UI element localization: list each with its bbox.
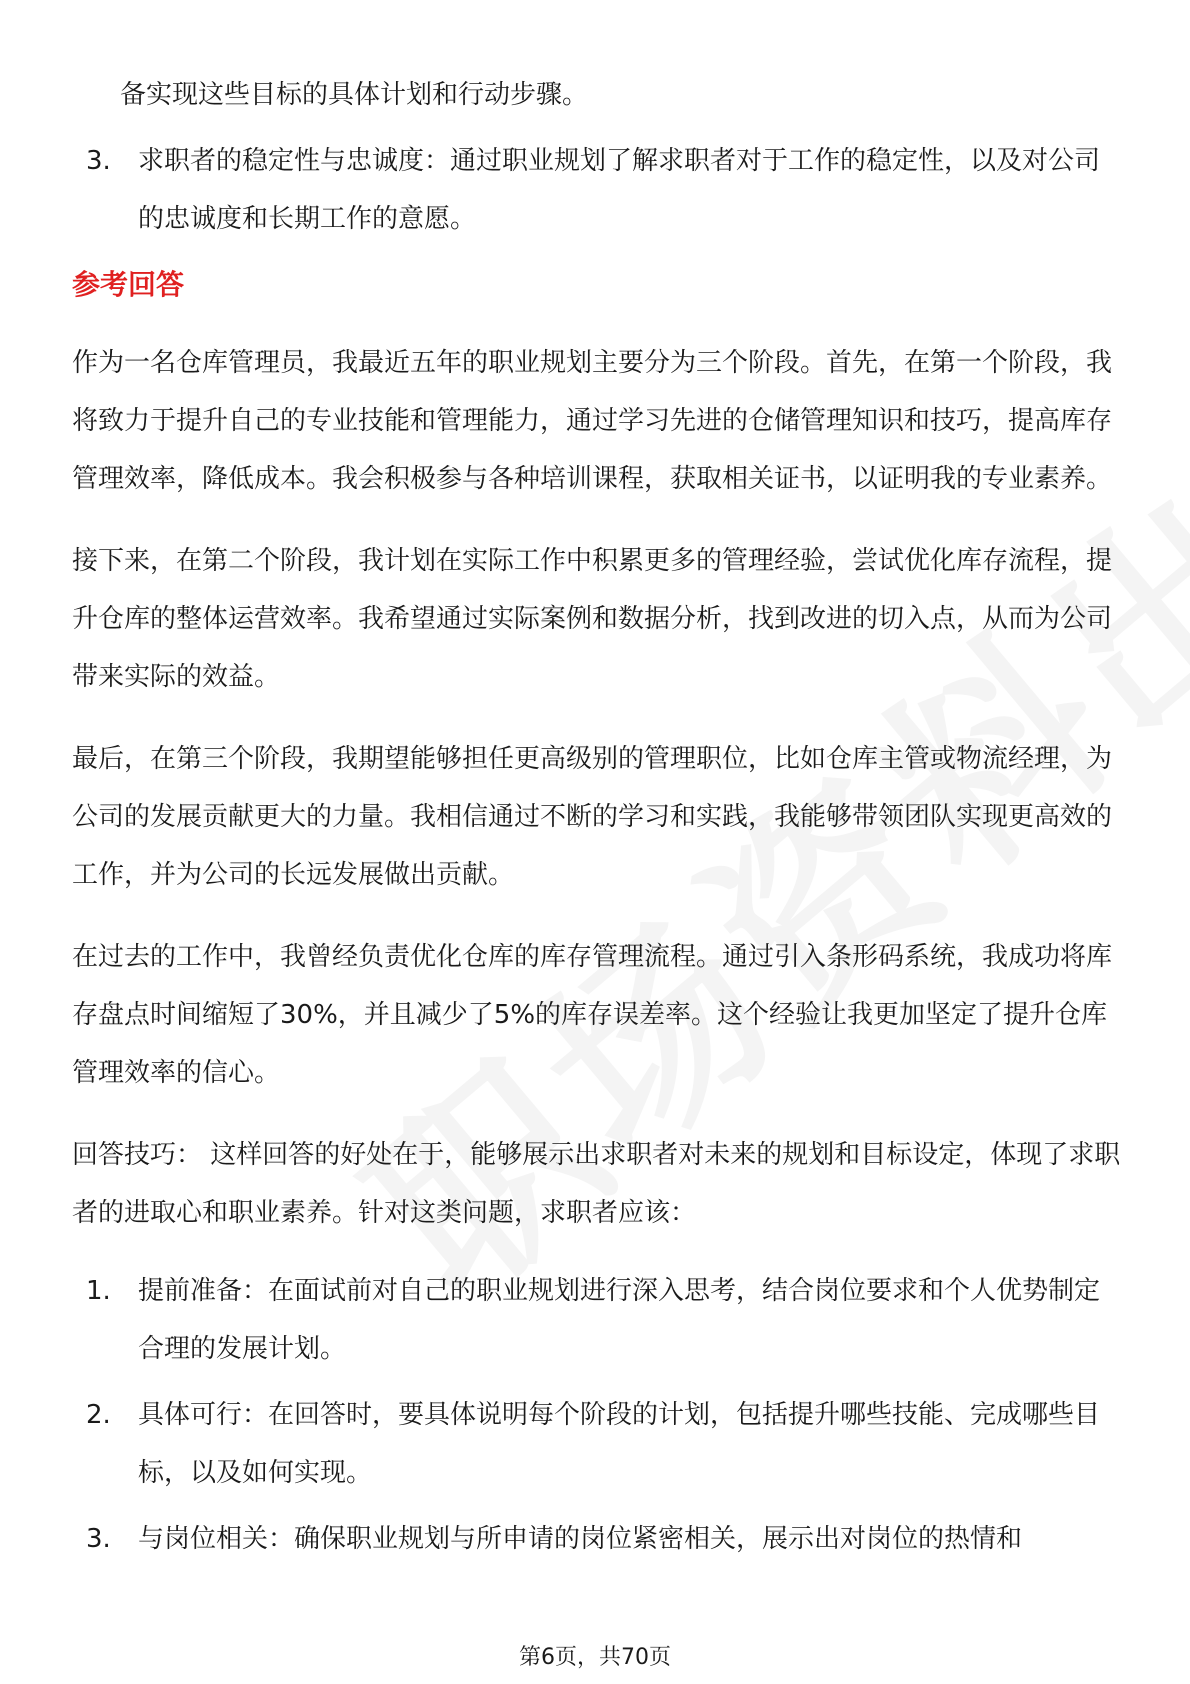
paragraph: 在过去的工作中，我曾经负责优化仓库的库存管理流程。通过引入条形码系统，我成功将库存盘点时间缩短了30%，并且减少了5%的库存误差率。这个经验让我更加坚定了提升仓库管理效率的信心。: [72, 942, 1113, 1088]
list-item-text: 求职者的稳定性与忠诚度：通过职业规划了解求职者对于工作的稳定性，以及对公司的忠诚度和长期工作的意愿。: [138, 146, 1101, 234]
list-number: 2.: [86, 1400, 111, 1430]
list-number: 3.: [86, 146, 111, 176]
list-item-text: 与岗位相关：确保职业规划与所申请的岗位紧密相关，展示出对岗位的热情和: [138, 1524, 1023, 1554]
list-item: [72, 1386, 1122, 1502]
paragraph: 接下来，在第二个阶段，我计划在实际工作中积累更多的管理经验，尝试优化库存流程，提升仓库的整体运营效率。我希望通过实际案例和数据分析，找到改进的切入点，从而为公司带来实际的效益。: [72, 546, 1113, 692]
list-item-text: 提前准备：在面试前对自己的职业规划进行深入思考，结合岗位要求和个人优势制定合理的发展计划。: [138, 1276, 1101, 1364]
paragraph: 回答技巧： 这样回答的好处在于，能够展示出求职者对未来的规划和目标设定，体现了求职者的进取心和职业素养。针对这类问题，求职者应该：: [72, 1140, 1121, 1228]
list-item-text: 具体可行：在回答时，要具体说明每个阶段的计划，包括提升哪些技能、完成哪些目标，以及如何实现。: [138, 1400, 1101, 1488]
page-content: [72, 66, 1122, 1568]
section-heading: 参考回答: [72, 268, 185, 301]
list-item: [72, 132, 1122, 248]
list-continuation-text: 备实现这些目标的具体计划和行动步骤。: [120, 80, 589, 110]
paragraph: 作为一名仓库管理员，我最近五年的职业规划主要分为三个阶段。首先，在第一个阶段，我将致力于提升自己的专业技能和管理能力，通过学习先进的仓储管理知识和技巧，提高库存管理效率，降低成本。我会积极参与各种培训课程，获取相关证书，以证明我的专业素养。: [72, 348, 1113, 494]
list-number: 3.: [86, 1524, 111, 1554]
list-number: 1.: [86, 1276, 111, 1306]
page-number-footer: 第6页，共70页: [519, 1645, 671, 1670]
paragraph: 最后，在第三个阶段，我期望能够担任更高级别的管理职位，比如仓库主管或物流经理，为公司的发展贡献更大的力量。我相信通过不断的学习和实践，我能够带领团队实现更高效的工作，并为公司的长远发展做出贡献。: [72, 744, 1113, 890]
list-item: [72, 1510, 1122, 1568]
list-item: [72, 1262, 1122, 1378]
